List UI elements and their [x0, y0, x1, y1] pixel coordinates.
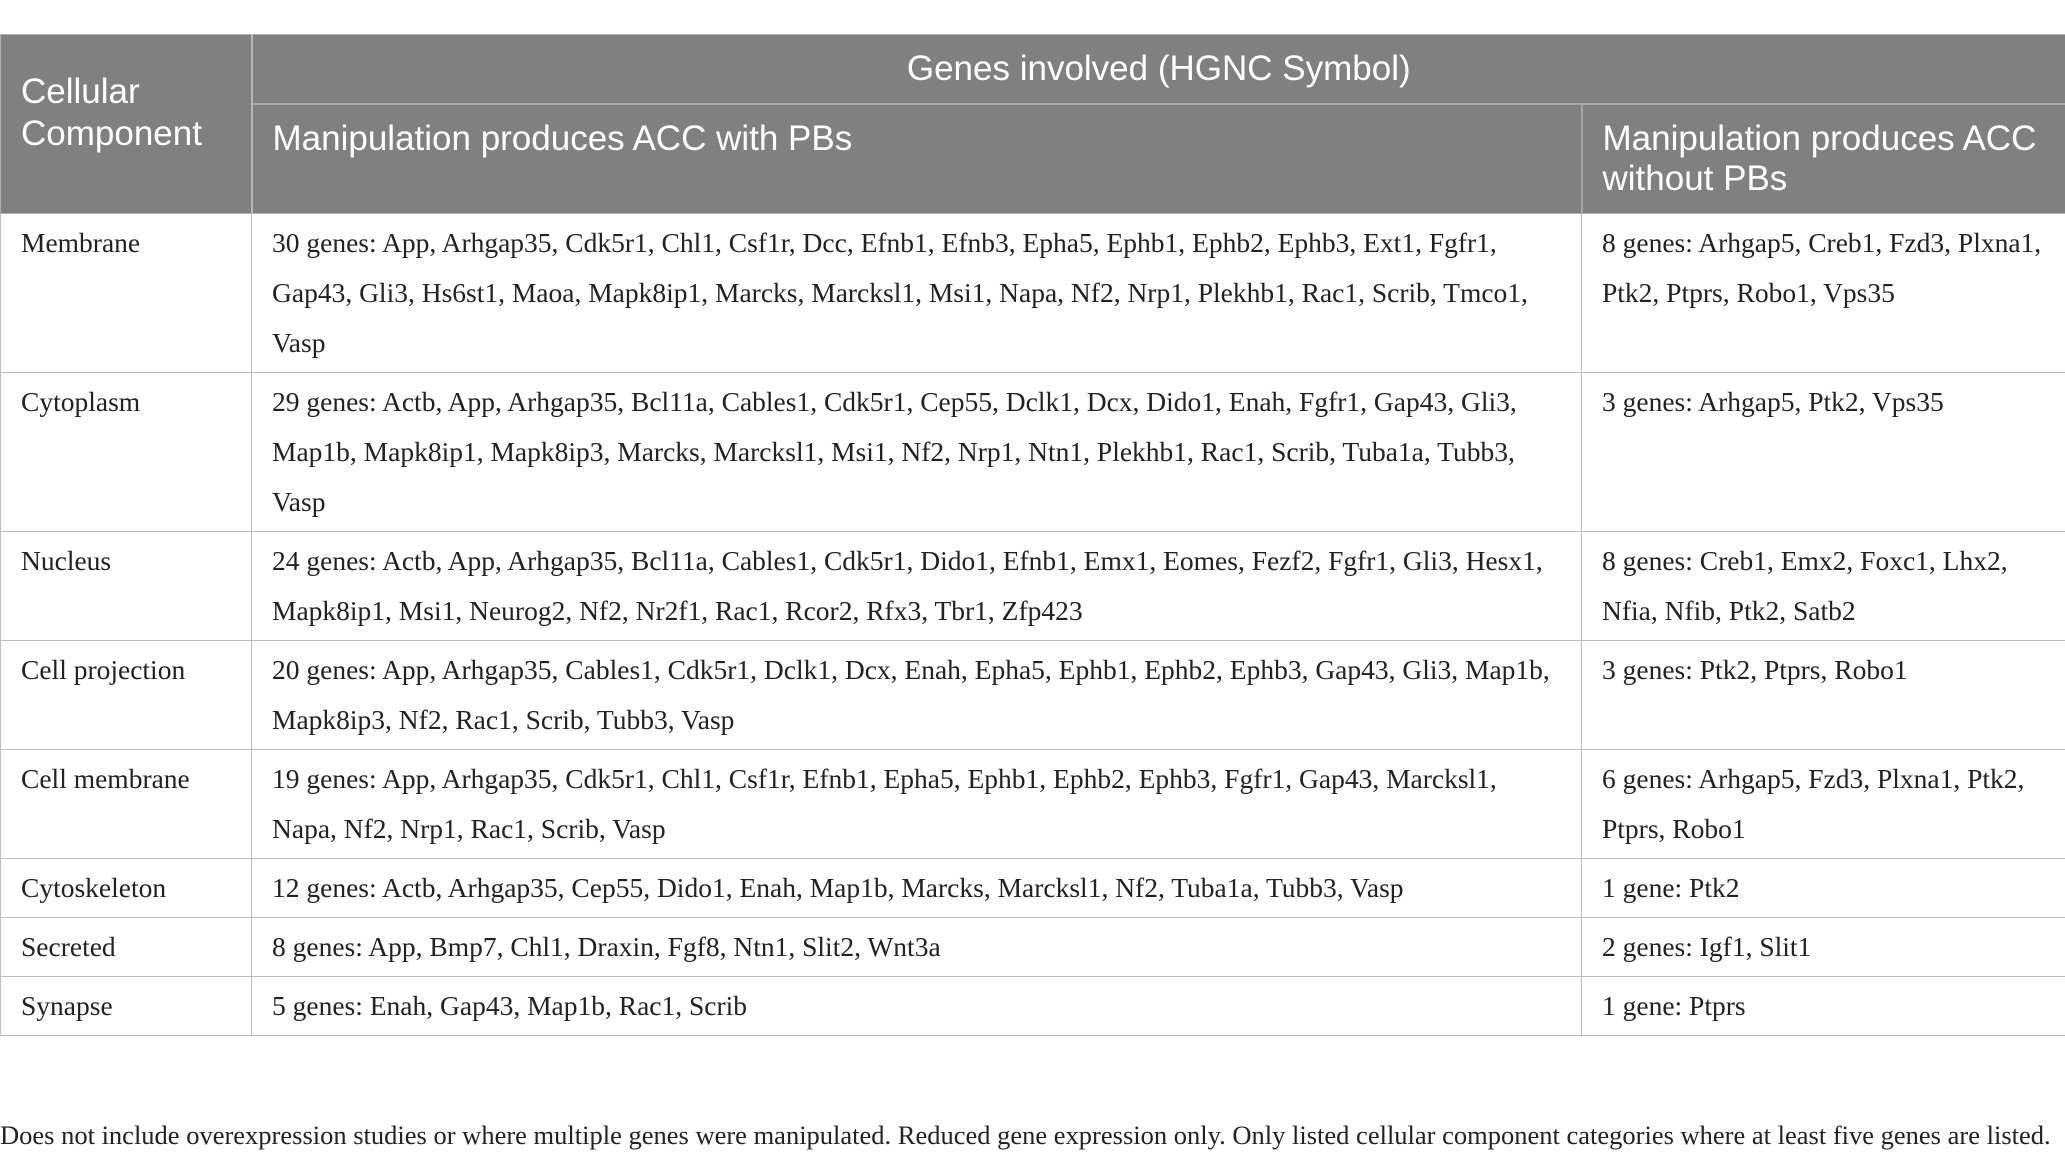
- component-cell: Synapse: [1, 977, 252, 1036]
- with-pbs-cell: 20 genes: App, Arhgap35, Cables1, Cdk5r1, Dclk1, Dcx, Enah, Epha5, Ephb1, Ephb2, Ephb3, Gap43, Gli3, Map1b, Mapk8ip3, Nf2, Rac1, Scrib, Tubb3, Vasp: [252, 641, 1582, 750]
- component-cell: Nucleus: [1, 532, 252, 641]
- without-pbs-cell: 3 genes: Ptk2, Ptprs, Robo1: [1582, 641, 2065, 750]
- table-row: [1, 977, 2065, 1036]
- table-row: [1, 918, 2065, 977]
- without-pbs-cell: 1 gene: Ptk2: [1582, 859, 2065, 918]
- with-pbs-cell: 8 genes: App, Bmp7, Chl1, Draxin, Fgf8, Ntn1, Slit2, Wnt3a: [252, 918, 1582, 977]
- component-cell: Cell membrane: [1, 750, 252, 859]
- header-genes-involved: Genes involved (HGNC Symbol): [252, 35, 2065, 105]
- table-row: [1, 373, 2065, 532]
- with-pbs-cell: 12 genes: Actb, Arhgap35, Cep55, Dido1, Enah, Map1b, Marcks, Marcksl1, Nf2, Tuba1a, Tubb3, Vasp: [252, 859, 1582, 918]
- with-pbs-cell: 5 genes: Enah, Gap43, Map1b, Rac1, Scrib: [252, 977, 1582, 1036]
- without-pbs-cell: 8 genes: Arhgap5, Creb1, Fzd3, Plxna1, Ptk2, Ptprs, Robo1, Vps35: [1582, 214, 2065, 373]
- table-row: [1, 532, 2065, 641]
- with-pbs-cell: 19 genes: App, Arhgap35, Cdk5r1, Chl1, Csf1r, Efnb1, Epha5, Ephb1, Ephb2, Ephb3, Fgfr1, Gap43, Marcksl1, Napa, Nf2, Nrp1, Rac1, Scrib, Vasp: [252, 750, 1582, 859]
- with-pbs-cell: 30 genes: App, Arhgap35, Cdk5r1, Chl1, Csf1r, Dcc, Efnb1, Efnb3, Epha5, Ephb1, Ephb2, Ephb3, Ext1, Fgfr1, Gap43, Gli3, Hs6st1, Maoa, Mapk8ip1, Marcks, Marcksl1, Msi1, Napa, Nf2, Nrp1, Plekhb1, Rac1, Scrib, Tmco1, Vasp: [252, 214, 1582, 373]
- with-pbs-cell: 24 genes: Actb, App, Arhgap35, Bcl11a, Cables1, Cdk5r1, Dido1, Efnb1, Emx1, Eomes, Fezf2, Fgfr1, Gli3, Hesx1, Mapk8ip1, Msi1, Neurog2, Nf2, Nr2f1, Rac1, Rcor2, Rfx3, Tbr1, Zfp423: [252, 532, 1582, 641]
- table-row: [1, 641, 2065, 750]
- without-pbs-cell: 3 genes: Arhgap5, Ptk2, Vps35: [1582, 373, 2065, 532]
- without-pbs-cell: 2 genes: Igf1, Slit1: [1582, 918, 2065, 977]
- component-cell: Membrane: [1, 214, 252, 373]
- gene-table: [0, 34, 2065, 1036]
- component-cell: Cell projection: [1, 641, 252, 750]
- header-cellular-component: Cellular Component: [1, 35, 252, 214]
- component-cell: Secreted: [1, 918, 252, 977]
- table-header: [1, 35, 2065, 214]
- header-without-pbs: Manipulation produces ACC without PBs: [1582, 104, 2065, 214]
- header-with-pbs: Manipulation produces ACC with PBs: [252, 104, 1582, 214]
- without-pbs-cell: 6 genes: Arhgap5, Fzd3, Plxna1, Ptk2, Ptprs, Robo1: [1582, 750, 2065, 859]
- with-pbs-cell: 29 genes: Actb, App, Arhgap35, Bcl11a, Cables1, Cdk5r1, Cep55, Dclk1, Dcx, Dido1, Enah, Fgfr1, Gap43, Gli3, Map1b, Mapk8ip1, Mapk8ip3, Marcks, Marcksl1, Msi1, Nf2, Nrp1, Ntn1, Plekhb1, Rac1, Scrib, Tuba1a, Tubb3, Vasp: [252, 373, 1582, 532]
- without-pbs-cell: 8 genes: Creb1, Emx2, Foxc1, Lhx2, Nfia, Nfib, Ptk2, Satb2: [1582, 532, 2065, 641]
- gene-table-container: [0, 34, 2065, 1036]
- table-row: [1, 214, 2065, 373]
- component-cell: Cytoplasm: [1, 373, 252, 532]
- component-cell: Cytoskeleton: [1, 859, 252, 918]
- table-row: [1, 859, 2065, 918]
- table-body: [1, 214, 2065, 1036]
- without-pbs-cell: 1 gene: Ptprs: [1582, 977, 2065, 1036]
- table-row: [1, 750, 2065, 859]
- table-footnote: Does not include overexpression studies or where multiple genes were manipulated. Reduced gene expression only. Only listed cellular component categories where at least five genes are listed.: [0, 1120, 2051, 1150]
